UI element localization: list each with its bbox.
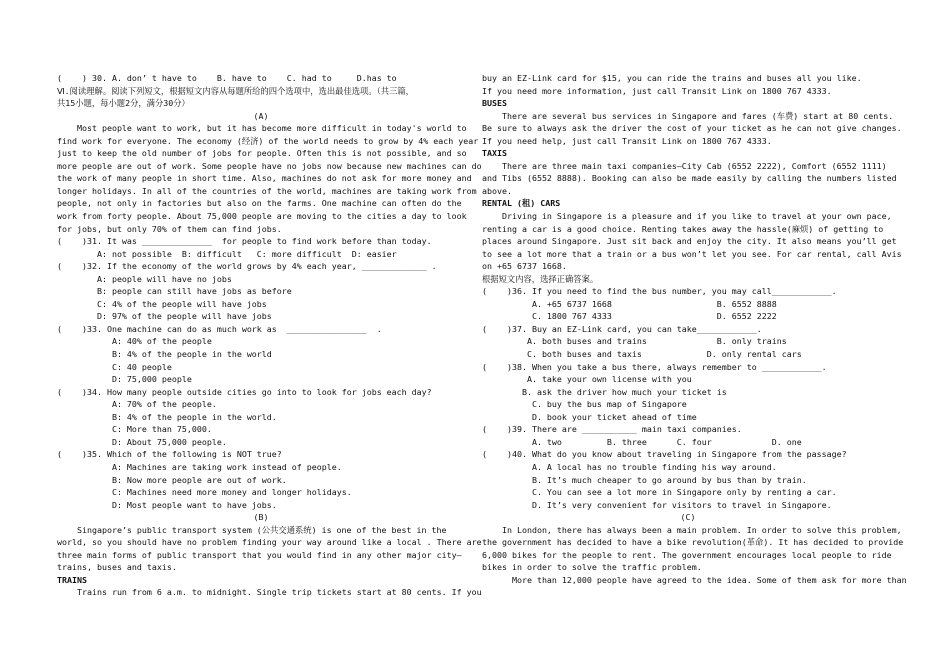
left-column-line: (A) (253, 110, 269, 121)
right-column-line: B. It’s much cheaper to go around by bus than by train. (482, 474, 807, 485)
left-column-line: Trains run from 6 a.m. to midnight. Single trip tickets start at 80 cents. If you (57, 587, 482, 598)
left-column-line: ( )35. Which of the following is NOT true? (57, 449, 282, 460)
right-column-line: renting a car is a good choice. Renting takes away the hassle(麻烦) of getting to (482, 223, 884, 234)
right-column-line: More than 12,000 people have agreed to the idea. Some of them ask for more than (482, 574, 907, 585)
left-column-line: (B) (253, 512, 269, 523)
left-column-line: find work for everyone. The economy (经济) of the world needs to grow by 4% each year (57, 135, 479, 146)
right-column-line: Be sure to always ask the driver the cost of your ticket as he can not give changes. (482, 123, 902, 134)
left-column-line: more people are out of work. Some people have no jobs now because new machines can do (57, 160, 482, 171)
right-column-line: C. You can see a lot more in Singapore only by renting a car. (482, 487, 837, 498)
right-column-line: ( )40. What do you know about traveling in Singapore from the passage? (482, 449, 847, 460)
left-column-line: B: 4% of the people in the world. (57, 411, 277, 422)
left-column (57, 72, 482, 599)
left-column-line: D: 97% of the people will have jobs (57, 311, 272, 322)
left-column-line: Ⅵ.阅读理解。阅读下列短文，根据短文内容从每题所给的四个选项中，选出最佳选项。（共三篇， (57, 85, 414, 96)
right-column-line: RENTAL (租) CARS (482, 198, 561, 209)
left-column-line: ( ) 30. A. don’ t have to B. have to C. had to D.has to (57, 73, 397, 83)
left-column-line: C: More than 75,000. (57, 424, 212, 435)
right-column-line: ( )39. There are ___________ main taxi companies. (482, 424, 742, 435)
right-column-line: ( )38. When you take a bus there, always remember to ____________. (482, 361, 827, 372)
left-column-line: B: 4% of the people in the world (57, 349, 272, 360)
right-column-line: Driving in Singapore is a pleasure and if you like to travel at your own pace, (482, 211, 892, 222)
right-column-line: C. both buses and taxis D. only rental cars (482, 349, 802, 360)
right-column-line: the government has decided to have a bike revolution(革命). It has decided to provide (482, 537, 904, 548)
right-column-line: A. A local has no trouble finding his way around. (482, 461, 777, 472)
left-column-line: Singapore’s public transport system (公共交通系统) is one of the best in the (57, 524, 447, 535)
right-column-line: 6,000 bikes for the people to rent. The government encourages local people to ride (482, 549, 892, 560)
right-column-line: A. two B. three C. four D. one (482, 436, 802, 447)
right-column-line: on +65 6737 1668. (482, 261, 567, 272)
right-column-line: buy an EZ-Link card for $15, you can ride the trains and buses all you like. (482, 73, 862, 83)
right-column-line: ( )36. If you need to find the bus number, you may call____________. (482, 286, 837, 297)
right-column-line: 根据短文内容，选择正确答案。 (482, 273, 599, 284)
left-column-line: A: people will have no jobs (57, 273, 232, 284)
right-column-line: If you need more information, just call Transit Link on 1800 767 4333. (482, 85, 832, 96)
left-column-line: longer holidays. In all of the countries of the world, machines are taking work from (57, 185, 477, 196)
left-column-line: ( )34. How many people outside cities go into to look for jobs each day? (57, 386, 432, 397)
left-column-line: people, not only in factories but also on the farms. One machine can often do the (57, 198, 462, 209)
right-column-line: D. book your ticket ahead of time (482, 411, 697, 422)
left-column-line: B: people can still have jobs as before (57, 286, 292, 297)
left-column-line: ( )33. One machine can do as much work as ________________ . (57, 323, 382, 334)
left-column-line: C: 4% of the people will have jobs (57, 298, 267, 309)
right-column-line: A. take your own license with you (482, 374, 692, 385)
left-column-line: A: Machines are taking work instead of people. (57, 461, 342, 472)
right-column-line: If you need help, just call Transit Link on 1800 767 4333. (482, 135, 772, 146)
right-column-line: (C) (680, 512, 696, 523)
left-column-line: A: not possible B: difficult C: more difficult D: easier (57, 248, 397, 259)
right-column-line: A. +65 6737 1668 B. 6552 8888 (482, 298, 777, 309)
left-column-line: C: Machines need more money and longer holidays. (57, 487, 352, 498)
left-column-line: C: 40 people (57, 361, 172, 372)
right-column-line: places around Singapore. Just sit back and enjoy the city. It also means you’ll get (482, 236, 897, 247)
left-column-line: A: 70% of the people. (57, 399, 217, 410)
right-column-line: above. (482, 185, 512, 196)
left-column-line: TRAINS (57, 574, 87, 585)
left-column-line: 共15小题，每小题2分，满分30分） (57, 98, 190, 109)
left-column-line: B: Now more people are out of work. (57, 474, 287, 485)
right-column-line: BUSES (482, 98, 507, 109)
left-column-line: for jobs, but only 70% of them can find jobs. (57, 223, 282, 234)
right-column-line: C. buy the bus map of Singapore (482, 399, 687, 410)
right-column (482, 72, 907, 586)
right-column-line: C. 1800 767 4333 D. 6552 2222 (482, 311, 777, 322)
right-column-line: bikes in order to solve the traffic problem. (482, 562, 702, 573)
left-column-line: the work of many people in short time. Also, machines do not ask for more money and (57, 173, 472, 184)
left-column-line: just to keep the old number of jobs for people. Often this is not possible, and so (57, 148, 467, 159)
left-column-line: trains, buses and taxis. (57, 562, 177, 573)
right-column-line: to see a lot more that a train or a bus won’t let you see. For car rental, call Avis (482, 248, 902, 259)
right-column-line: A. both buses and trains B. only trains (482, 336, 787, 347)
left-column-line: D: 75,000 people (57, 374, 192, 385)
right-column-line: B. ask the driver how much your ticket is (482, 386, 727, 397)
left-column-line: world, so you should have no problem finding your way around like a local . There are (57, 537, 482, 548)
left-column-line: D: About 75,000 people. (57, 436, 227, 447)
right-column-line: ( )37. Buy an EZ-Link card, you can take____________. (482, 323, 762, 334)
left-column-line: three main forms of public transport that you would find in any other major city— (57, 549, 462, 560)
right-column-line: D. It’s very convenient for visitors to travel in Singapore. (482, 499, 832, 510)
right-column-line: There are three main taxi companies—City Cab (6552 2222), Comfort (6552 1111) (482, 160, 887, 171)
right-column-line: TAXIS (482, 148, 507, 159)
left-column-line: work from forty people. About 75,000 people are moving to the cities a day to look (57, 211, 467, 222)
left-column-line: ( )31. It was ______________ for people to find work before than today. (57, 236, 432, 247)
right-column-line: In London, there has always been a main problem. In order to solve this problem, (482, 524, 902, 535)
right-column-line: and Tibs (6552 8888). Booking can also be made easily by calling the numbers listed (482, 173, 897, 184)
left-column-line: A: 40% of the people (57, 336, 212, 347)
left-column-line: Most people want to work, but it has become more difficult in today's world to (57, 123, 467, 134)
right-column-line: There are several bus services in Singapore and fares (车费) start at 80 cents. (482, 110, 894, 121)
left-column-line: D: Most people want to have jobs. (57, 499, 277, 510)
left-column-line: ( )32. If the economy of the world grows by 4% each year, _____________ . (57, 261, 437, 272)
